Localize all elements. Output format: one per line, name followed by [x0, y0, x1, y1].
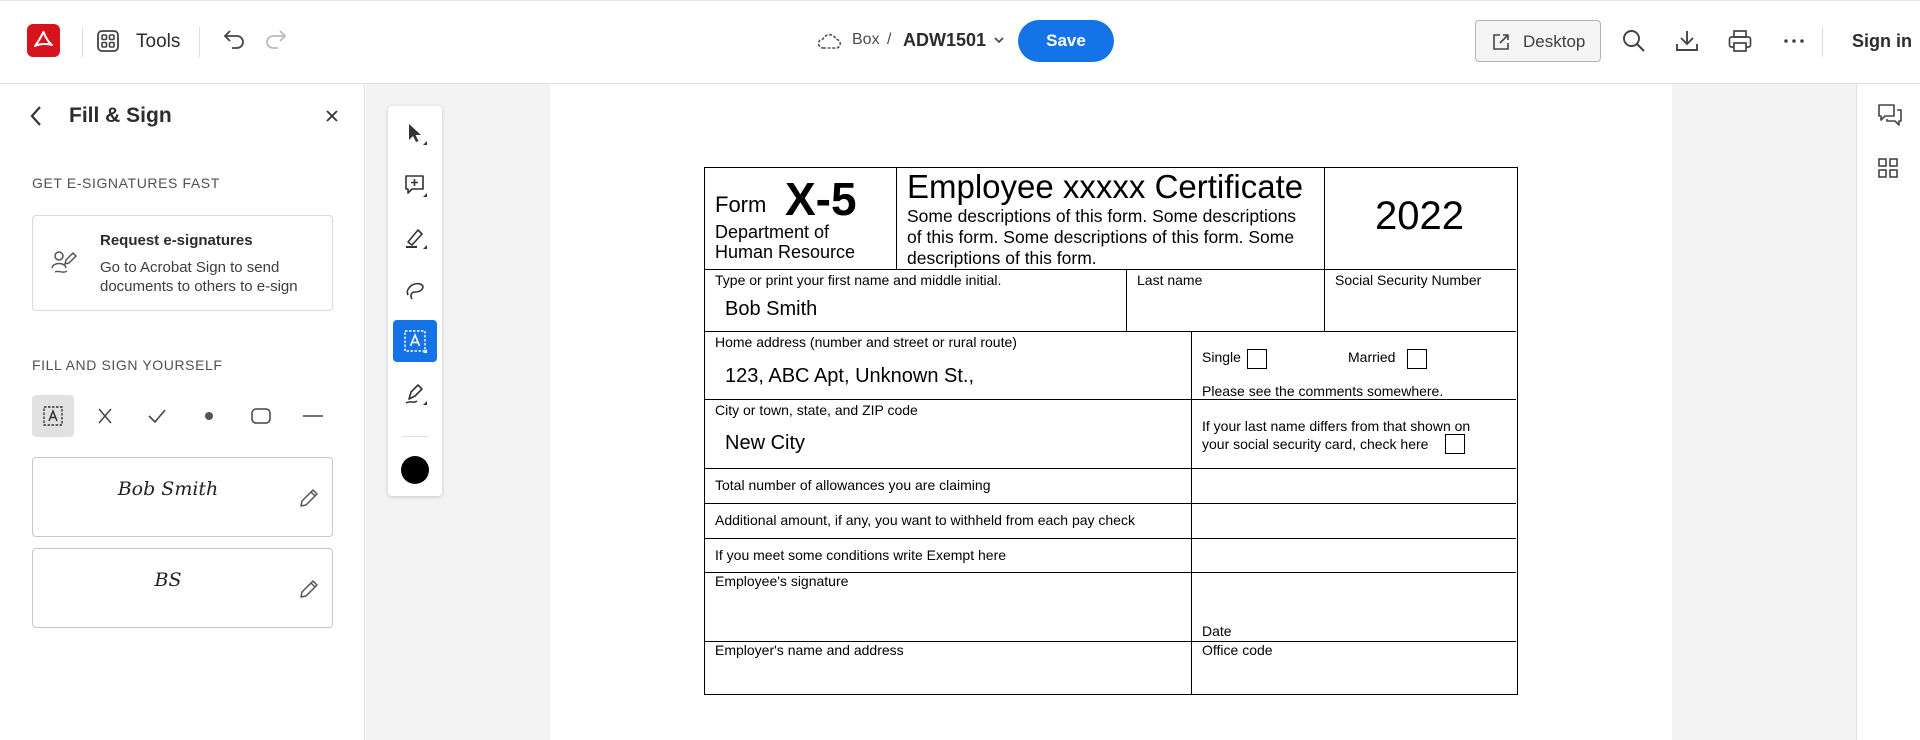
- cross-mark-tool[interactable]: [84, 395, 126, 437]
- highlight-icon: [403, 225, 429, 251]
- first-name-label: Type or print your first name and middle initial.: [715, 272, 1002, 288]
- form-rule: [705, 468, 1516, 469]
- employee-certificate-form: [704, 167, 1518, 695]
- city-field[interactable]: New City: [725, 432, 806, 454]
- add-text-tool[interactable]: [393, 320, 437, 362]
- form-description: of this form. Some descriptions of this form. Some: [907, 227, 1295, 247]
- form-word: Form: [715, 192, 767, 217]
- form-rule: [705, 538, 1516, 539]
- save-button[interactable]: Save: [1018, 20, 1114, 62]
- panel-title: Fill & Sign: [69, 104, 172, 127]
- document-gutter-right: [1672, 84, 1856, 740]
- text-field-tool[interactable]: [32, 395, 74, 437]
- allowances-label: Total number of allowances you are claiming: [715, 477, 991, 493]
- dot-icon: [199, 406, 219, 426]
- toolbar-divider: [402, 436, 428, 437]
- rounded-box-icon: [251, 406, 271, 426]
- exempt-field[interactable]: [1193, 540, 1515, 571]
- close-icon[interactable]: [324, 108, 340, 124]
- edit-pencil-icon[interactable]: [297, 577, 321, 601]
- line-icon: [303, 406, 323, 426]
- form-description: descriptions of this form.: [907, 248, 1097, 268]
- draw-tool[interactable]: [393, 268, 437, 310]
- employee-signature-field[interactable]: [707, 592, 1189, 639]
- text-field-icon: [43, 406, 63, 426]
- edit-pencil-icon[interactable]: [297, 486, 321, 510]
- add-text-icon: [403, 329, 429, 355]
- quick-tools-toolbar: [388, 106, 442, 496]
- form-title: Employee xxxxx Certificate: [907, 168, 1304, 205]
- open-desktop-button[interactable]: [1475, 20, 1601, 62]
- back-arrow-icon[interactable]: [28, 104, 44, 128]
- form-year: 2022: [1375, 194, 1464, 238]
- divider: [1822, 27, 1823, 57]
- form-rule: [1191, 331, 1192, 694]
- employee-signature-label: Employee's signature: [715, 573, 849, 589]
- married-checkbox[interactable]: [1407, 349, 1427, 369]
- employer-label: Employer's name and address: [715, 642, 904, 658]
- request-esignatures-card[interactable]: [32, 215, 333, 311]
- sign-tool[interactable]: [393, 372, 437, 414]
- form-number: X-5: [785, 173, 857, 225]
- divider: [199, 27, 200, 57]
- acrobat-logo-icon[interactable]: [27, 24, 60, 57]
- comment-tool[interactable]: [393, 164, 437, 206]
- ssn-label: Social Security Number: [1335, 272, 1482, 288]
- check-mark-icon: [147, 406, 167, 426]
- signature-initials: BS: [154, 569, 182, 591]
- thumbnails-grid-icon[interactable]: [1877, 157, 1899, 179]
- select-cursor-icon: [403, 121, 429, 147]
- search-icon[interactable]: [1621, 28, 1647, 54]
- married-label: Married: [1348, 349, 1396, 365]
- form-description: Some descriptions of this form. Some descriptions: [907, 206, 1297, 226]
- download-icon[interactable]: [1674, 28, 1700, 54]
- sign-pen-icon: [403, 381, 429, 407]
- request-description: Go to Acrobat Sign to send documents to others to e-sign: [100, 259, 298, 295]
- add-comment-icon: [403, 173, 429, 199]
- city-label: City or town, state, and ZIP code: [715, 402, 918, 418]
- dot-tool[interactable]: [188, 395, 230, 437]
- department-line2: Human Resource: [715, 242, 856, 262]
- more-options-icon[interactable]: [1781, 28, 1807, 54]
- breadcrumb-separator: /: [887, 31, 892, 48]
- home-address-field[interactable]: 123, ABC Apt, Unknown St.,: [725, 365, 975, 387]
- saved-signature-card[interactable]: [32, 457, 333, 537]
- top-bar: [0, 0, 1920, 84]
- last-name-label: Last name: [1137, 272, 1203, 288]
- undo-icon[interactable]: [220, 28, 246, 50]
- office-code-label: Office code: [1202, 642, 1273, 658]
- right-rail: [1856, 84, 1920, 740]
- rounded-box-tool[interactable]: [240, 395, 282, 437]
- sign-in-button[interactable]: Sign in: [1852, 31, 1912, 51]
- signature-full-name: Bob Smith: [117, 478, 219, 500]
- highlight-tool[interactable]: [393, 216, 437, 258]
- file-name[interactable]: ADW1501: [903, 30, 987, 50]
- check-mark-tool[interactable]: [136, 395, 178, 437]
- form-rule: [705, 269, 1516, 270]
- request-title: Request e-signatures: [100, 232, 253, 249]
- breadcrumb-location[interactable]: Box: [852, 31, 880, 48]
- name-differs-checkbox[interactable]: [1445, 434, 1465, 454]
- comments-note: Please see the comments somewhere.: [1202, 383, 1444, 399]
- date-label: Date: [1202, 623, 1232, 639]
- cloud-icon: [817, 30, 843, 52]
- first-name-field[interactable]: Bob Smith: [725, 298, 818, 320]
- cross-mark-icon: [95, 406, 115, 426]
- home-address-label: Home address (number and street or rural route): [715, 334, 1017, 350]
- request-signature-icon: [49, 248, 79, 276]
- print-icon[interactable]: [1727, 28, 1753, 54]
- form-rule: [896, 168, 897, 269]
- line-tool[interactable]: [292, 395, 334, 437]
- chevron-down-icon[interactable]: [993, 36, 1005, 45]
- department: Department of: [715, 222, 830, 242]
- redo-icon[interactable]: [264, 28, 290, 50]
- divider: [82, 27, 83, 57]
- form-rule: [705, 503, 1516, 504]
- form-rule: [1324, 168, 1325, 331]
- comments-icon[interactable]: [1877, 102, 1903, 128]
- select-tool[interactable]: [393, 112, 437, 154]
- last-name-differs-text: If your last name differs from that shown on: [1202, 418, 1471, 434]
- section-heading-esign: GET E-SIGNATURES FAST: [32, 175, 220, 191]
- form-rule: [1126, 269, 1127, 331]
- exempt-label: If you meet some conditions write Exempt here: [715, 547, 1007, 563]
- desktop-label: Desktop: [1523, 32, 1586, 51]
- additional-amount-field[interactable]: [1193, 505, 1515, 537]
- tools-button-label[interactable]: Tools: [136, 31, 181, 52]
- open-external-icon: [1492, 33, 1510, 51]
- color-picker-swatch[interactable]: [401, 456, 429, 484]
- tools-grid-icon[interactable]: [97, 30, 119, 52]
- last-name-differs-text: your social security card, check here: [1202, 436, 1429, 452]
- form-rule: [705, 399, 1516, 400]
- single-checkbox[interactable]: [1247, 349, 1267, 369]
- draw-freeform-icon: [403, 277, 429, 303]
- allowances-field[interactable]: [1193, 470, 1515, 502]
- single-label: Single: [1202, 349, 1241, 365]
- section-heading-fill: FILL AND SIGN YOURSELF: [32, 357, 223, 373]
- additional-amount-label: Additional amount, if any, you want to withheld from each pay check: [715, 512, 1135, 528]
- saved-initials-card[interactable]: [32, 548, 333, 628]
- fill-sign-panel: [0, 84, 365, 740]
- form-rule: [705, 331, 1516, 332]
